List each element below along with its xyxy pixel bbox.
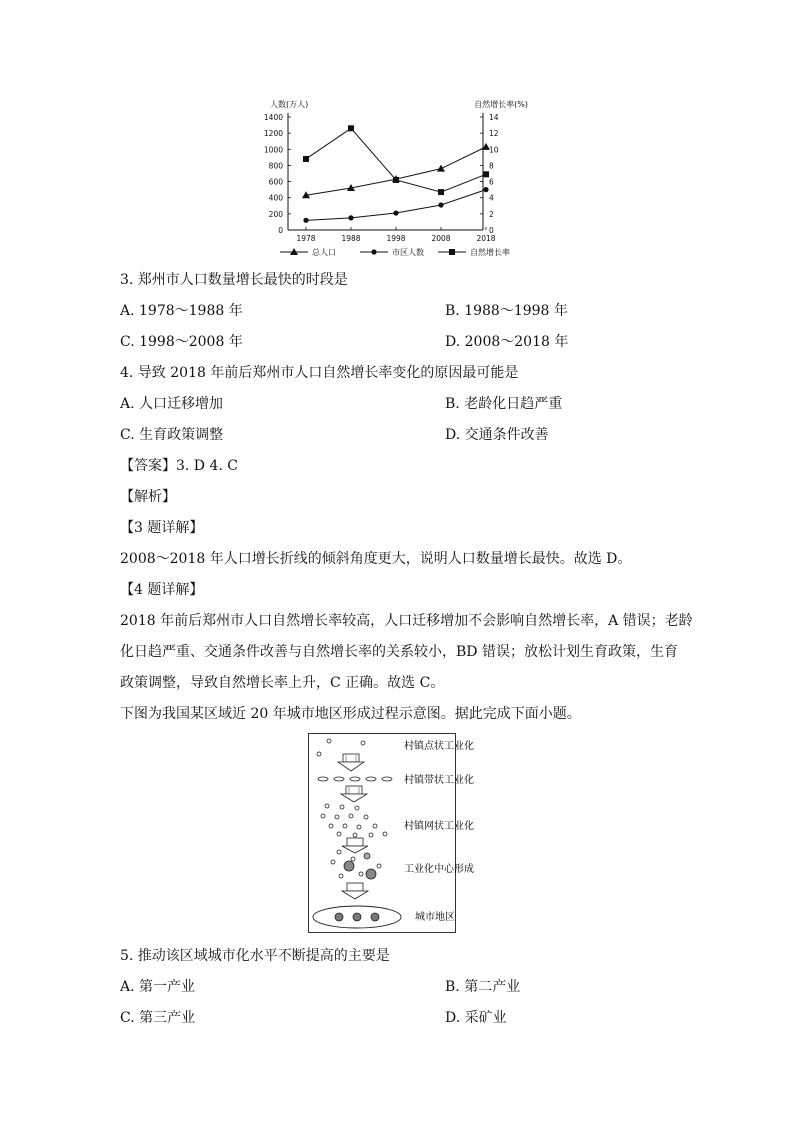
legend-label-2: 自然增长率 xyxy=(470,248,510,257)
series-1-point xyxy=(438,202,443,207)
q4-option-b[interactable]: B. 老龄化日趋严重 xyxy=(445,396,563,412)
q5-option-d[interactable]: D. 采矿业 xyxy=(445,1010,507,1026)
q3-stem: 3. 郑州市人口数量增长最快的时段是 xyxy=(120,272,348,288)
left-tick-label: 1200 xyxy=(263,129,283,139)
q3-option-d[interactable]: D. 2008～2018 年 xyxy=(445,334,569,350)
arrow-4 xyxy=(342,883,368,899)
q3-option-b[interactable]: B. 1988～1998 年 xyxy=(445,303,568,319)
q3-detail-heading: 【3 题详解】 xyxy=(120,520,204,536)
right-tick-label: 2 xyxy=(489,209,494,219)
right-tick-label: 8 xyxy=(489,161,494,171)
q4-detail-line-3: 政策调整，导致自然增长率上升，C 正确。故选 C。 xyxy=(120,675,445,691)
analysis-heading: 【解析】 xyxy=(120,489,176,505)
stage-label-1: 村镇点状工业化 xyxy=(404,741,474,752)
q4-stem: 4. 导致 2018 年前后郑州市人口自然增长率变化的原因最可能是 xyxy=(120,365,519,381)
stage-label-5: 城市地区 xyxy=(415,912,455,923)
left-tick-label: 800 xyxy=(268,161,283,171)
series-1-point xyxy=(393,210,398,215)
series-0-point xyxy=(437,165,445,172)
stage-1-dots xyxy=(317,739,365,756)
series-2-point xyxy=(438,189,444,195)
stage-label-2: 村镇带状工业化 xyxy=(404,775,474,786)
series-2-point xyxy=(348,125,354,131)
stage-label-4: 工业化中心形成 xyxy=(404,864,474,875)
stage-label-3: 村镇网状工业化 xyxy=(404,821,474,832)
q4-detail-line-2: 化日趋严重、交通条件改善与自然增长率的关系较小，BD 错误；放松计划生育政策，生育 xyxy=(120,644,678,660)
series-line-0 xyxy=(306,147,486,195)
x-tick-label: 2018 xyxy=(476,234,496,243)
arrow-1 xyxy=(338,754,364,771)
legend-label-1: 市区人数 xyxy=(392,248,424,257)
q5-option-a[interactable]: A. 第一产业 xyxy=(120,979,196,995)
stage-4-centers xyxy=(331,850,381,879)
right-tick-label: 14 xyxy=(489,113,499,122)
right-tick-label: 4 xyxy=(489,193,494,203)
series-2-point xyxy=(303,156,309,162)
q3-detail-text: 2008～2018 年人口增长折线的倾斜角度更大，说明人口数量增长最快。故选 D。 xyxy=(120,551,632,567)
q4-option-a[interactable]: A. 人口迁移增加 xyxy=(120,396,224,412)
right-axis-title: 自然增长率(%) xyxy=(474,100,528,109)
x-tick-label: 2008 xyxy=(431,234,451,243)
q5-option-c[interactable]: C. 第三产业 xyxy=(120,1010,196,1026)
series-2-point xyxy=(393,177,399,183)
legend-label-0: 总人口 xyxy=(312,248,336,257)
intro-text: 下图为我国某区域近 20 年城市地区形成过程示意图。据此完成下面小题。 xyxy=(120,706,581,722)
legend-marker-2 xyxy=(449,249,455,255)
q4-option-d[interactable]: D. 交通条件改善 xyxy=(445,427,549,443)
urbanization-diagram xyxy=(308,733,474,933)
x-tick-label: 1978 xyxy=(296,234,316,243)
stage-5-urban-area xyxy=(313,906,401,928)
answer-line: 【答案】3. D 4. C xyxy=(120,458,239,474)
q3-option-c[interactable]: C. 1998～2008 年 xyxy=(120,334,243,350)
arrow-3 xyxy=(342,838,368,853)
x-tick-label: 1988 xyxy=(341,234,361,243)
stage-2-ellipses xyxy=(318,777,392,781)
left-axis-title: 人数(万人) xyxy=(270,100,309,109)
left-tick-label: 1400 xyxy=(263,113,283,122)
right-tick-label: 6 xyxy=(489,177,494,187)
x-tick-label: 1998 xyxy=(386,234,406,243)
series-1-point xyxy=(483,187,488,192)
q5-stem: 5. 推动该区域城市化水平不断提高的主要是 xyxy=(120,948,390,964)
q3-option-a[interactable]: A. 1978～1988 年 xyxy=(120,303,243,319)
right-tick-label: 12 xyxy=(489,129,499,139)
left-tick-label: 400 xyxy=(268,193,283,203)
left-tick-label: 600 xyxy=(268,177,283,187)
population-chart xyxy=(258,95,548,265)
arrow-2 xyxy=(341,786,367,802)
diagram-graphics xyxy=(309,734,474,932)
stage-3-dots xyxy=(321,804,387,837)
left-tick-label: 0 xyxy=(278,226,283,235)
left-tick-label: 1000 xyxy=(263,145,283,155)
q5-option-b[interactable]: B. 第二产业 xyxy=(445,979,521,995)
q4-option-c[interactable]: C. 生育政策调整 xyxy=(120,427,224,443)
q4-detail-line-1: 2018 年前后郑州市人口自然增长率较高，人口迁移增加不会影响自然增长率，A 错误；老龄 xyxy=(120,613,693,629)
series-1-point xyxy=(348,215,353,220)
legend-marker-1 xyxy=(371,249,376,254)
left-tick-label: 200 xyxy=(268,209,283,219)
right-tick-label: 10 xyxy=(489,145,499,155)
q4-detail-heading: 【4 题详解】 xyxy=(120,582,204,598)
series-2-point xyxy=(483,171,489,177)
right-tick-label: 0 xyxy=(489,226,494,235)
series-line-1 xyxy=(306,190,486,221)
series-1-point xyxy=(303,218,308,223)
